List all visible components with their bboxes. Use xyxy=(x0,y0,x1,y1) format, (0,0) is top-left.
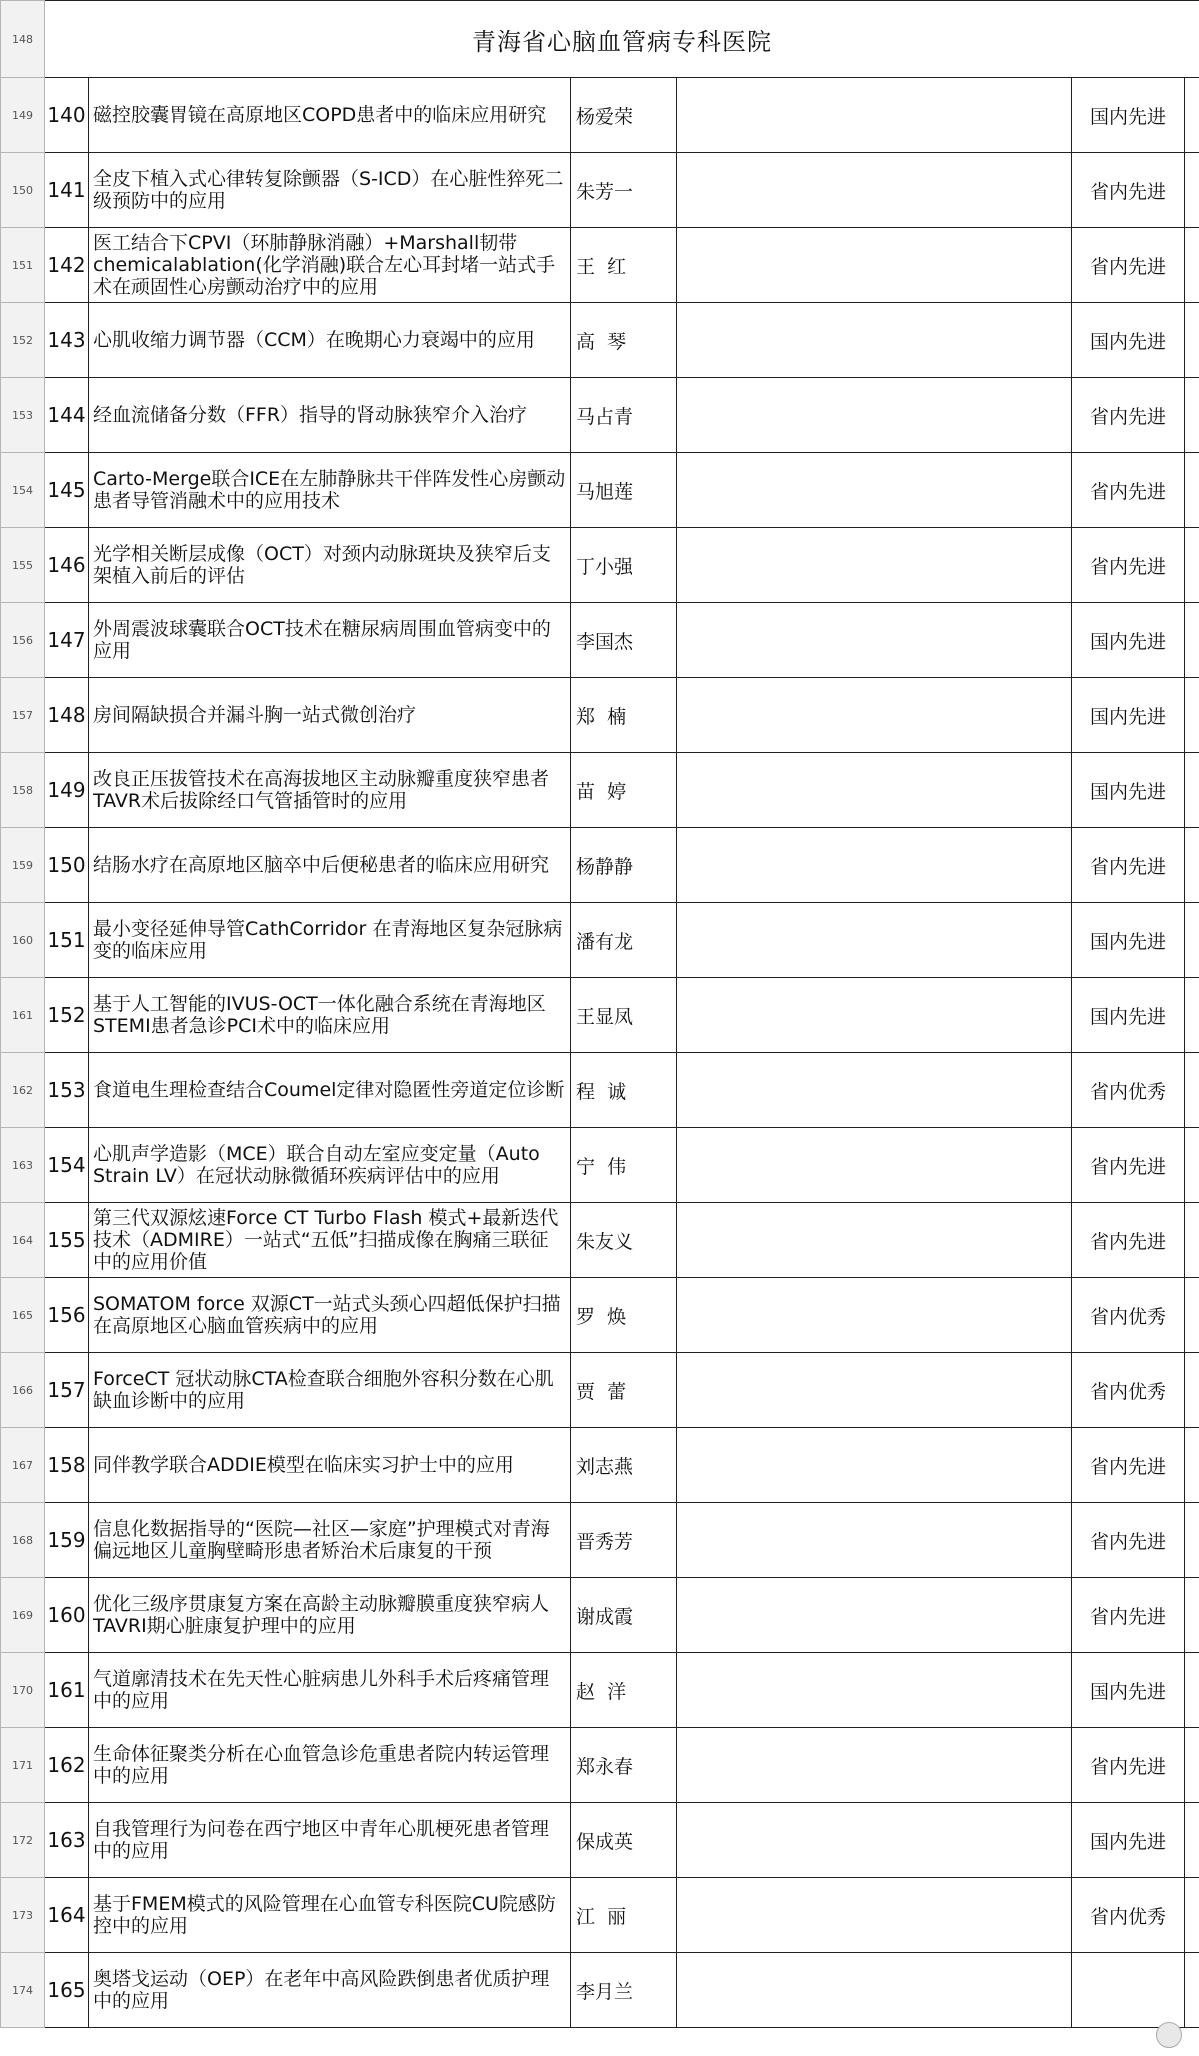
empty-cell xyxy=(1185,453,1199,528)
table-row[interactable] xyxy=(1,1503,1199,1578)
empty-cell xyxy=(1185,528,1199,603)
project-name-cell xyxy=(89,1353,571,1428)
project-name-text: 基于FMEM模式的风险管理在心血管专科医院CU院感防控中的应用 xyxy=(93,1893,556,1937)
item-index-cell: 165 xyxy=(45,1953,89,2028)
empty-cell xyxy=(677,1278,1072,1353)
item-index-cell: 143 xyxy=(45,303,89,378)
level-cell: 省内先进 xyxy=(1072,453,1185,528)
table-row[interactable] xyxy=(1,153,1199,228)
row-number-cell[interactable]: 165 xyxy=(1,1278,45,1353)
table-row[interactable] xyxy=(1,1128,1199,1203)
item-index-cell: 156 xyxy=(45,1278,89,1353)
person-cell: 王 红 xyxy=(571,228,677,303)
floating-overlay-icon[interactable] xyxy=(1156,2022,1182,2048)
item-index-cell: 145 xyxy=(45,453,89,528)
empty-cell xyxy=(1185,1428,1199,1503)
person-cell: 赵 洋 xyxy=(571,1653,677,1728)
level-cell: 省内优秀 xyxy=(1072,1278,1185,1353)
table-row[interactable] xyxy=(1,753,1199,828)
row-number-cell[interactable]: 154 xyxy=(1,453,45,528)
item-index-cell: 155 xyxy=(45,1203,89,1278)
item-index-cell: 158 xyxy=(45,1428,89,1503)
project-name-text: 食道电生理检查结合Coumel定律对隐匿性旁道定位诊断 xyxy=(93,1079,565,1101)
person-cell: 贾 蕾 xyxy=(571,1353,677,1428)
item-index-cell: 152 xyxy=(45,978,89,1053)
project-name-cell xyxy=(89,453,571,528)
item-index-cell: 148 xyxy=(45,678,89,753)
project-name-text: 经血流储备分数（FFR）指导的肾动脉狭窄介入治疗 xyxy=(93,404,528,426)
empty-cell xyxy=(1185,753,1199,828)
row-number-cell[interactable]: 160 xyxy=(1,903,45,978)
project-name-text: 结肠水疗在高原地区脑卒中后便秘患者的临床应用研究 xyxy=(93,854,550,876)
project-name-cell xyxy=(89,1803,571,1878)
row-number-cell[interactable]: 167 xyxy=(1,1428,45,1503)
row-number-cell[interactable]: 170 xyxy=(1,1653,45,1728)
empty-cell xyxy=(677,378,1072,453)
table-row[interactable] xyxy=(1,78,1199,153)
project-name-text: 改良正压拔管技术在高海拔地区主动脉瓣重度狭窄患者TAVR术后拔除经口气管插管时的应用 xyxy=(93,768,550,812)
person-cell: 宁 伟 xyxy=(571,1128,677,1203)
project-name-text: 生命体征聚类分析在心血管急诊危重患者院内转运管理中的应用 xyxy=(93,1743,550,1787)
project-name-cell xyxy=(89,1653,571,1728)
person-cell: 李国杰 xyxy=(571,603,677,678)
table-row[interactable] xyxy=(1,528,1199,603)
row-number-cell[interactable]: 173 xyxy=(1,1878,45,1953)
empty-cell xyxy=(1185,1653,1199,1728)
row-number-cell[interactable]: 169 xyxy=(1,1578,45,1653)
item-index-cell: 142 xyxy=(45,228,89,303)
person-cell: 刘志燕 xyxy=(571,1428,677,1503)
hospital-title: 青海省心脑血管病专科医院 xyxy=(45,1,1199,78)
empty-cell xyxy=(677,678,1072,753)
person-cell: 保成英 xyxy=(571,1803,677,1878)
empty-cell xyxy=(677,1053,1072,1128)
empty-cell xyxy=(677,1428,1072,1503)
row-number-cell[interactable]: 162 xyxy=(1,1053,45,1128)
row-number-cell[interactable]: 158 xyxy=(1,753,45,828)
table-row[interactable] xyxy=(1,1878,1199,1953)
empty-cell xyxy=(677,1353,1072,1428)
item-index-cell: 153 xyxy=(45,1053,89,1128)
person-cell: 郑永春 xyxy=(571,1728,677,1803)
empty-cell xyxy=(1185,603,1199,678)
person-cell: 郑 楠 xyxy=(571,678,677,753)
empty-cell xyxy=(677,78,1072,153)
table-row[interactable] xyxy=(1,1203,1199,1278)
project-name-text: SOMATOM force 双源CT一站式头颈心四超低保护扫描在高原地区心脑血管疾病中的应用 xyxy=(93,1293,561,1337)
item-index-cell: 149 xyxy=(45,753,89,828)
row-number-cell[interactable]: 150 xyxy=(1,153,45,228)
row-number-cell[interactable]: 148 xyxy=(1,1,45,78)
row-number-cell[interactable]: 157 xyxy=(1,678,45,753)
empty-cell xyxy=(1185,1803,1199,1878)
empty-cell xyxy=(1185,228,1199,303)
empty-cell xyxy=(1185,828,1199,903)
project-name-cell xyxy=(89,153,571,228)
level-cell xyxy=(1072,1953,1185,2028)
level-cell: 国内先进 xyxy=(1072,1803,1185,1878)
project-name-text: 气道廓清技术在先天性心脏病患儿外科手术后疼痛管理中的应用 xyxy=(93,1668,550,1712)
empty-cell xyxy=(677,1653,1072,1728)
empty-cell xyxy=(677,1128,1072,1203)
project-name-text: 心肌声学造影（MCE）联合自动左室应变定量（Auto Strain LV）在冠状动脉微循环疾病评估中的应用 xyxy=(93,1143,540,1187)
level-cell: 省内优秀 xyxy=(1072,1878,1185,1953)
level-cell: 省内先进 xyxy=(1072,378,1185,453)
item-index-cell: 147 xyxy=(45,603,89,678)
empty-cell xyxy=(1185,153,1199,228)
empty-cell xyxy=(677,153,1072,228)
table-row[interactable] xyxy=(1,1428,1199,1503)
person-cell: 杨静静 xyxy=(571,828,677,903)
row-number-cell[interactable]: 166 xyxy=(1,1353,45,1428)
project-name-cell xyxy=(89,1878,571,1953)
project-name-text: 基于人工智能的IVUS-OCT一体化融合系统在青海地区STEMI患者急诊PCI术中的临床应用 xyxy=(93,993,546,1037)
level-cell: 国内先进 xyxy=(1072,678,1185,753)
empty-cell xyxy=(1185,1353,1199,1428)
row-number-cell[interactable]: 149 xyxy=(1,78,45,153)
person-cell: 马旭莲 xyxy=(571,453,677,528)
level-cell: 国内先进 xyxy=(1072,1653,1185,1728)
table-row[interactable] xyxy=(1,228,1199,303)
row-number-cell[interactable]: 168 xyxy=(1,1503,45,1578)
level-cell: 省内先进 xyxy=(1072,1728,1185,1803)
table-row[interactable] xyxy=(1,603,1199,678)
row-number-cell[interactable]: 155 xyxy=(1,528,45,603)
empty-cell xyxy=(1185,1128,1199,1203)
person-cell: 潘有龙 xyxy=(571,903,677,978)
project-name-text: 自我管理行为问卷在西宁地区中青年心肌梗死患者管理中的应用 xyxy=(93,1818,550,1862)
person-cell: 晋秀芳 xyxy=(571,1503,677,1578)
person-cell: 罗 焕 xyxy=(571,1278,677,1353)
table-row[interactable] xyxy=(1,1953,1199,2028)
empty-cell xyxy=(1185,1728,1199,1803)
table-row[interactable] xyxy=(1,453,1199,528)
table-row[interactable] xyxy=(1,1353,1199,1428)
project-name-cell xyxy=(89,678,571,753)
table-row[interactable] xyxy=(1,1728,1199,1803)
level-cell: 省内先进 xyxy=(1072,1128,1185,1203)
row-number-cell[interactable]: 156 xyxy=(1,603,45,678)
level-cell: 省内先进 xyxy=(1072,828,1185,903)
project-name-text: 医工结合下CPVI（环肺静脉消融）+Marshall韧带chemicalablation(化学消融)联合左心耳封堵一站式手术在顽固性心房颤动治疗中的应用 xyxy=(93,232,556,298)
table-row[interactable] xyxy=(1,1653,1199,1728)
table-row[interactable] xyxy=(1,1803,1199,1878)
project-name-cell xyxy=(89,978,571,1053)
project-name-text: ForceCT 冠状动脉CTA检查联合细胞外容积分数在心肌缺血诊断中的应用 xyxy=(93,1368,554,1412)
empty-cell xyxy=(1185,678,1199,753)
empty-cell xyxy=(1185,1203,1199,1278)
row-number-cell[interactable]: 164 xyxy=(1,1203,45,1278)
person-cell: 丁小强 xyxy=(571,528,677,603)
item-index-cell: 164 xyxy=(45,1878,89,1953)
row-number-cell[interactable]: 151 xyxy=(1,228,45,303)
person-cell: 苗 婷 xyxy=(571,753,677,828)
person-cell: 李月兰 xyxy=(571,1953,677,2028)
person-cell: 马占青 xyxy=(571,378,677,453)
empty-cell xyxy=(677,978,1072,1053)
header-row xyxy=(1,1,1199,78)
level-cell: 国内先进 xyxy=(1072,603,1185,678)
row-number-cell[interactable]: 163 xyxy=(1,1128,45,1203)
item-index-cell: 146 xyxy=(45,528,89,603)
level-cell: 省内先进 xyxy=(1072,1578,1185,1653)
item-index-cell: 163 xyxy=(45,1803,89,1878)
item-index-cell: 140 xyxy=(45,78,89,153)
table-row[interactable] xyxy=(1,1053,1199,1128)
table-row[interactable] xyxy=(1,378,1199,453)
item-index-cell: 162 xyxy=(45,1728,89,1803)
empty-cell xyxy=(677,828,1072,903)
empty-cell xyxy=(677,1728,1072,1803)
table-row[interactable] xyxy=(1,828,1199,903)
level-cell: 国内先进 xyxy=(1072,303,1185,378)
table-row[interactable] xyxy=(1,1278,1199,1353)
item-index-cell: 150 xyxy=(45,828,89,903)
level-cell: 省内先进 xyxy=(1072,528,1185,603)
level-cell: 省内先进 xyxy=(1072,1428,1185,1503)
empty-cell xyxy=(1185,1278,1199,1353)
empty-cell xyxy=(1185,303,1199,378)
empty-cell xyxy=(1185,903,1199,978)
project-name-cell xyxy=(89,1053,571,1128)
person-cell: 高 琴 xyxy=(571,303,677,378)
project-name-text: 全皮下植入式心律转复除颤器（S-ICD）在心脏性猝死二级预防中的应用 xyxy=(93,168,564,212)
project-name-cell xyxy=(89,228,571,303)
row-number-cell[interactable]: 172 xyxy=(1,1803,45,1878)
empty-cell xyxy=(677,528,1072,603)
level-cell: 省内先进 xyxy=(1072,1503,1185,1578)
project-name-cell xyxy=(89,1953,571,2028)
project-name-cell xyxy=(89,828,571,903)
level-cell: 国内先进 xyxy=(1072,753,1185,828)
project-name-text: 优化三级序贯康复方案在高龄主动脉瓣膜重度狭窄病人TAVRI期心脏康复护理中的应用 xyxy=(93,1593,550,1637)
empty-cell xyxy=(677,453,1072,528)
row-number-cell[interactable]: 153 xyxy=(1,378,45,453)
empty-cell xyxy=(677,1578,1072,1653)
project-name-cell xyxy=(89,303,571,378)
table-row[interactable] xyxy=(1,678,1199,753)
level-cell: 省内优秀 xyxy=(1072,1053,1185,1128)
person-cell: 王显凤 xyxy=(571,978,677,1053)
project-name-text: 光学相关断层成像（OCT）对颈内动脉斑块及狭窄后支架植入前后的评估 xyxy=(93,543,551,587)
item-index-cell: 144 xyxy=(45,378,89,453)
project-name-cell xyxy=(89,1128,571,1203)
table-row[interactable] xyxy=(1,903,1199,978)
project-name-text: 心肌收缩力调节器（CCM）在晚期心力衰竭中的应用 xyxy=(93,329,535,351)
empty-cell xyxy=(677,1953,1072,2028)
row-number-cell[interactable]: 161 xyxy=(1,978,45,1053)
level-cell: 省内先进 xyxy=(1072,153,1185,228)
empty-cell xyxy=(677,603,1072,678)
project-name-cell xyxy=(89,1728,571,1803)
empty-cell xyxy=(1185,1578,1199,1653)
empty-cell xyxy=(1185,1878,1199,1953)
project-name-text: 最小变径延伸导管CathCorridor 在青海地区复杂冠脉病变的临床应用 xyxy=(93,918,563,962)
project-name-cell xyxy=(89,603,571,678)
level-cell: 国内先进 xyxy=(1072,78,1185,153)
empty-cell xyxy=(677,903,1072,978)
item-index-cell: 160 xyxy=(45,1578,89,1653)
empty-cell xyxy=(1185,78,1199,153)
table-row[interactable] xyxy=(1,303,1199,378)
project-name-cell xyxy=(89,1578,571,1653)
project-name-text: 磁控胶囊胃镜在高原地区COPD患者中的临床应用研究 xyxy=(93,104,547,126)
project-name-cell xyxy=(89,753,571,828)
row-number-cell[interactable]: 174 xyxy=(1,1953,45,2028)
item-index-cell: 157 xyxy=(45,1353,89,1428)
person-cell: 杨爱荣 xyxy=(571,78,677,153)
empty-cell xyxy=(1185,1503,1199,1578)
level-cell: 国内先进 xyxy=(1072,978,1185,1053)
project-name-cell xyxy=(89,903,571,978)
project-name-cell xyxy=(89,378,571,453)
project-name-cell xyxy=(89,528,571,603)
project-name-cell xyxy=(89,1503,571,1578)
item-index-cell: 141 xyxy=(45,153,89,228)
row-number-cell[interactable]: 152 xyxy=(1,303,45,378)
person-cell: 程 诚 xyxy=(571,1053,677,1128)
empty-cell xyxy=(677,1203,1072,1278)
empty-cell xyxy=(677,753,1072,828)
project-name-text: 房间隔缺损合并漏斗胸一站式微创治疗 xyxy=(93,704,417,726)
project-name-cell xyxy=(89,1428,571,1503)
table-row[interactable] xyxy=(1,978,1199,1053)
item-index-cell: 161 xyxy=(45,1653,89,1728)
person-cell: 朱友义 xyxy=(571,1203,677,1278)
empty-cell xyxy=(677,1878,1072,1953)
project-name-cell xyxy=(89,1278,571,1353)
project-name-text: 信息化数据指导的“医院—社区—家庭”护理模式对青海偏远地区儿童胸壁畸形患者矫治术后康复的干预 xyxy=(93,1518,550,1562)
project-name-cell xyxy=(89,78,571,153)
project-name-text: 外周震波球囊联合OCT技术在糖尿病周围血管病变中的应用 xyxy=(93,618,551,662)
project-name-text: 同伴教学联合ADDIE模型在临床实习护士中的应用 xyxy=(93,1454,514,1476)
empty-cell xyxy=(1185,978,1199,1053)
project-name-text: 奥塔戈运动（OEP）在老年中高风险跌倒患者优质护理中的应用 xyxy=(93,1968,550,2012)
person-cell: 朱芳一 xyxy=(571,153,677,228)
project-name-text: Carto-Merge联合ICE在左肺静脉共干伴阵发性心房颤动患者导管消融术中的应用技术 xyxy=(93,468,566,512)
person-cell: 江 丽 xyxy=(571,1878,677,1953)
empty-cell xyxy=(1185,378,1199,453)
item-index-cell: 154 xyxy=(45,1128,89,1203)
row-number-cell[interactable]: 171 xyxy=(1,1728,45,1803)
level-cell: 省内优秀 xyxy=(1072,1353,1185,1428)
empty-cell xyxy=(677,1803,1072,1878)
empty-cell xyxy=(677,303,1072,378)
project-name-text: 第三代双源炫速Force CT Turbo Flash 模式+最新迭代技术（ADMIRE）一站式“五低”扫描成像在胸痛三联征中的应用价值 xyxy=(93,1207,559,1273)
level-cell: 省内先进 xyxy=(1072,228,1185,303)
table-row[interactable] xyxy=(1,1578,1199,1653)
item-index-cell: 159 xyxy=(45,1503,89,1578)
project-name-cell xyxy=(89,1203,571,1278)
empty-cell xyxy=(1185,1053,1199,1128)
level-cell: 国内先进 xyxy=(1072,903,1185,978)
empty-cell xyxy=(1185,1953,1199,2028)
item-index-cell: 151 xyxy=(45,903,89,978)
level-cell: 省内先进 xyxy=(1072,1203,1185,1278)
empty-cell xyxy=(677,228,1072,303)
empty-cell xyxy=(677,1503,1072,1578)
row-number-cell[interactable]: 159 xyxy=(1,828,45,903)
person-cell: 谢成霞 xyxy=(571,1578,677,1653)
